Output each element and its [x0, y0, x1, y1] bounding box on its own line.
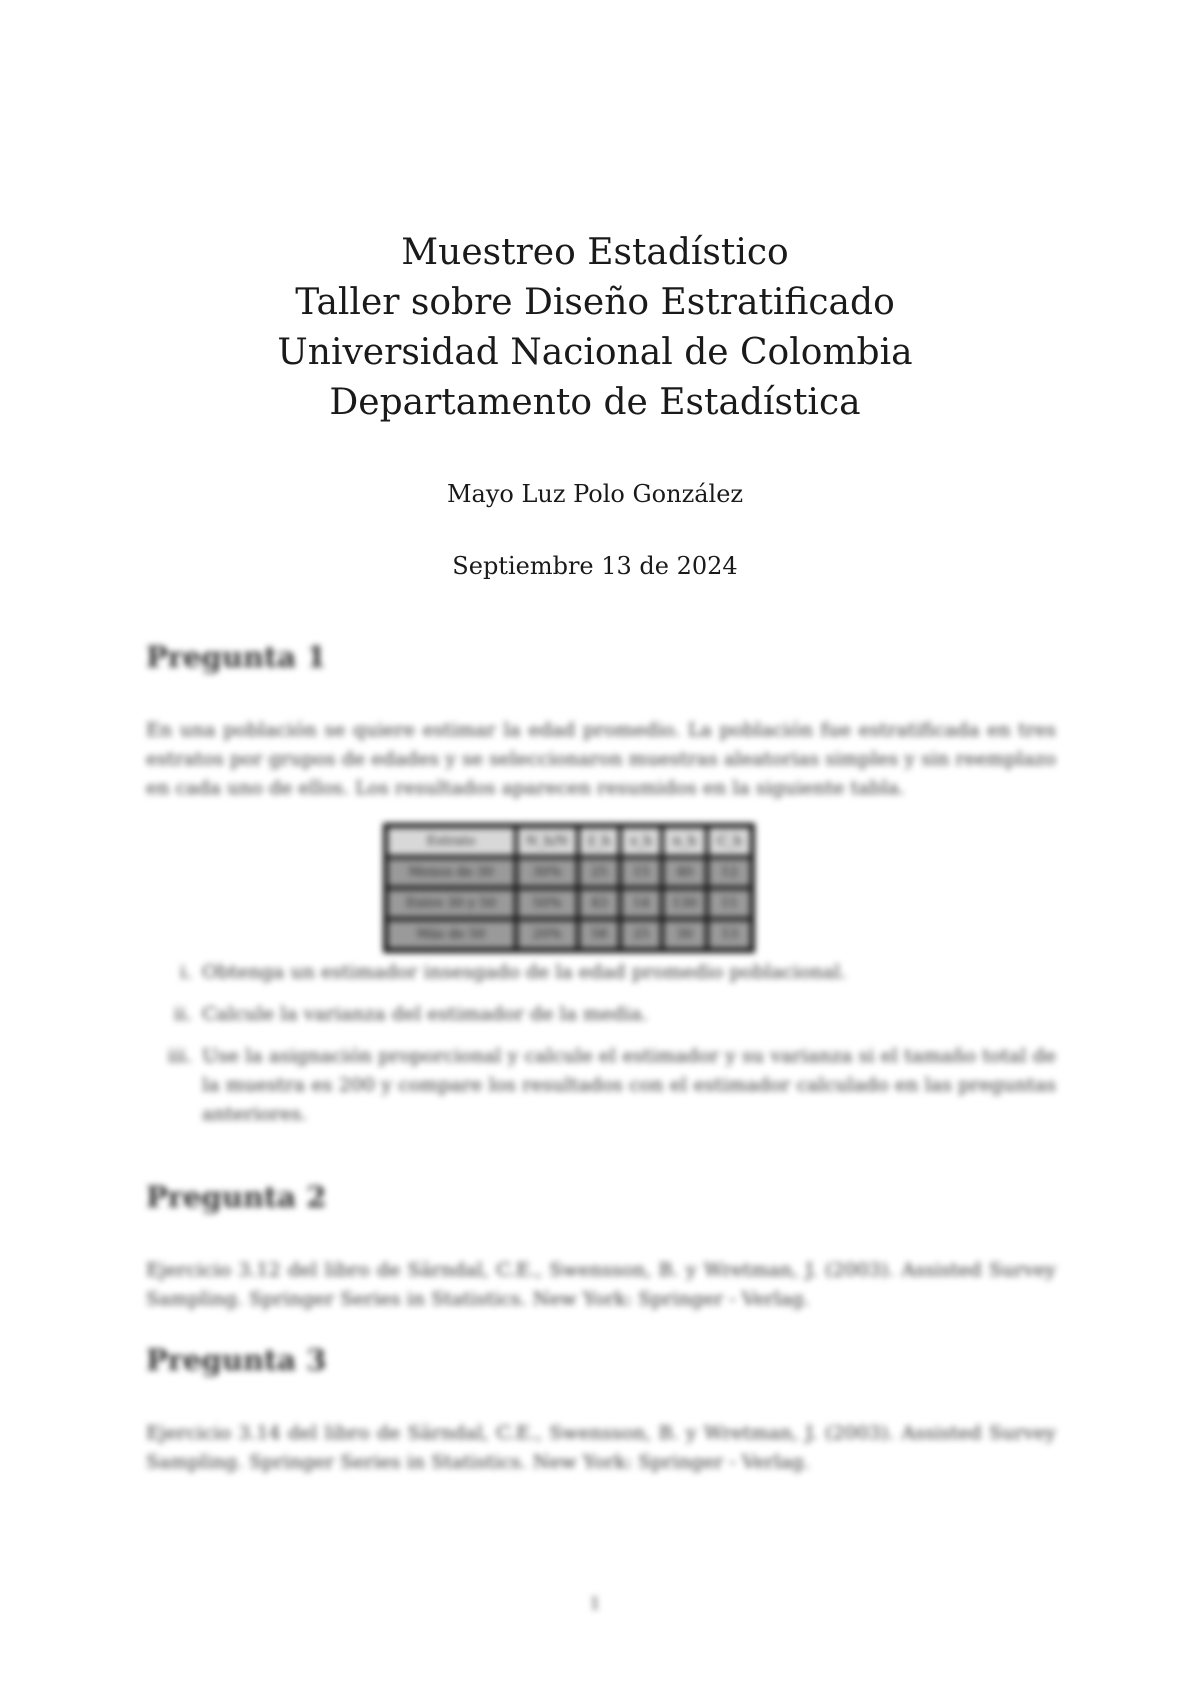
- table-cell: 14: [620, 888, 662, 919]
- table-cell: 11: [707, 888, 752, 919]
- table-cell: 50%: [516, 888, 578, 919]
- table-cell: 25: [620, 919, 662, 951]
- table-header-cell: Estrato: [386, 826, 517, 858]
- table-cell: 25: [578, 857, 620, 888]
- section-heading: Pregunta 1: [146, 640, 327, 674]
- section-pregunta-2: [146, 1180, 1056, 1314]
- table-header-cell: ȳ_h: [578, 826, 620, 858]
- list-item: [146, 958, 1056, 987]
- table-cell: 15: [620, 857, 662, 888]
- table-header-row: [386, 826, 753, 858]
- title-line-department: Departamento de Estadística: [329, 382, 861, 423]
- table-cell: 13: [707, 919, 752, 951]
- date: Septiembre 13 de 2024: [452, 552, 738, 580]
- author: Mayo Luz Polo González: [446, 480, 744, 508]
- section-paragraph: Ejercicio 3.14 del libro de Särndal, C.E., Swensson, B. y Wretman, J. (2003). Assisted Survey Sampling. Springer Series in Statistics. New York: Springer - Verlag.: [146, 1422, 1056, 1473]
- data-table-wrapper: [383, 823, 755, 953]
- table-cell: Más de 50: [386, 919, 517, 951]
- title-line-workshop: Taller sobre Diseño Estratificado: [295, 282, 895, 323]
- page-number: 1: [589, 1594, 601, 1614]
- section-paragraph: En una población se quiere estimar la edad promedio. La población fue estratificada en tres estratos por grupos de edades y se seleccionaron muestras aleatorias simples y sin reemplazo en cada uno de ellos. Los resultados aparecen resumidos en la siguiente tabla.: [146, 719, 1056, 799]
- table-header-cell: C_h: [707, 826, 752, 858]
- section-paragraph: Ejercicio 3.12 del libro de Särndal, C.E., Swensson, B. y Wretman, J. (2003). Assisted Survey Sampling. Springer Series in Statistics. New York: Springer - Verlag.: [146, 1259, 1056, 1310]
- table-cell: 20%: [516, 919, 578, 951]
- title-block: [0, 228, 1190, 428]
- list-item-number: iii.: [167, 1045, 192, 1067]
- list-item-text: Use la asignación proporcional y calcule el estimador y su varianza si el tamaño total de la muestra es 200 y compare los resultados con el estimador calculado en las preguntas anteriores.: [202, 1045, 1056, 1125]
- table-cell: Menos de 30: [386, 857, 517, 888]
- table-row: [386, 919, 753, 951]
- list-item-text: Calcule la varianza del estimador de la media.: [202, 1003, 648, 1025]
- section-heading: Pregunta 2: [146, 1180, 327, 1214]
- table-row: [386, 888, 753, 919]
- section-heading: Pregunta 3: [146, 1343, 327, 1377]
- table-cell: 58: [578, 919, 620, 951]
- table-cell: 12: [707, 857, 752, 888]
- question-list: [146, 958, 1056, 1142]
- table-cell: 43: [578, 888, 620, 919]
- table-header-cell: n_h: [662, 826, 707, 858]
- list-item: [146, 1000, 1056, 1029]
- table-cell: 130: [662, 888, 707, 919]
- list-item-number: ii.: [173, 1003, 192, 1025]
- table-header-cell: N_h/N: [516, 826, 578, 858]
- list-item-text: Obtenga un estimador insesgado de la edad promedio poblacional.: [202, 961, 847, 983]
- title-line-university: Universidad Nacional de Colombia: [277, 332, 913, 373]
- list-item: [146, 1042, 1056, 1129]
- table-cell: 30%: [516, 857, 578, 888]
- strata-table: [383, 823, 755, 953]
- list-item-number: i.: [179, 961, 192, 983]
- table-header-cell: s_h: [620, 826, 662, 858]
- section-pregunta-1: [146, 640, 1056, 803]
- table-cell: 30: [662, 919, 707, 951]
- table-cell: 40: [662, 857, 707, 888]
- table-cell: Entre 30 y 50: [386, 888, 517, 919]
- table-row: [386, 857, 753, 888]
- section-pregunta-3: [146, 1343, 1056, 1477]
- title-line-course: Muestreo Estadístico: [401, 232, 789, 273]
